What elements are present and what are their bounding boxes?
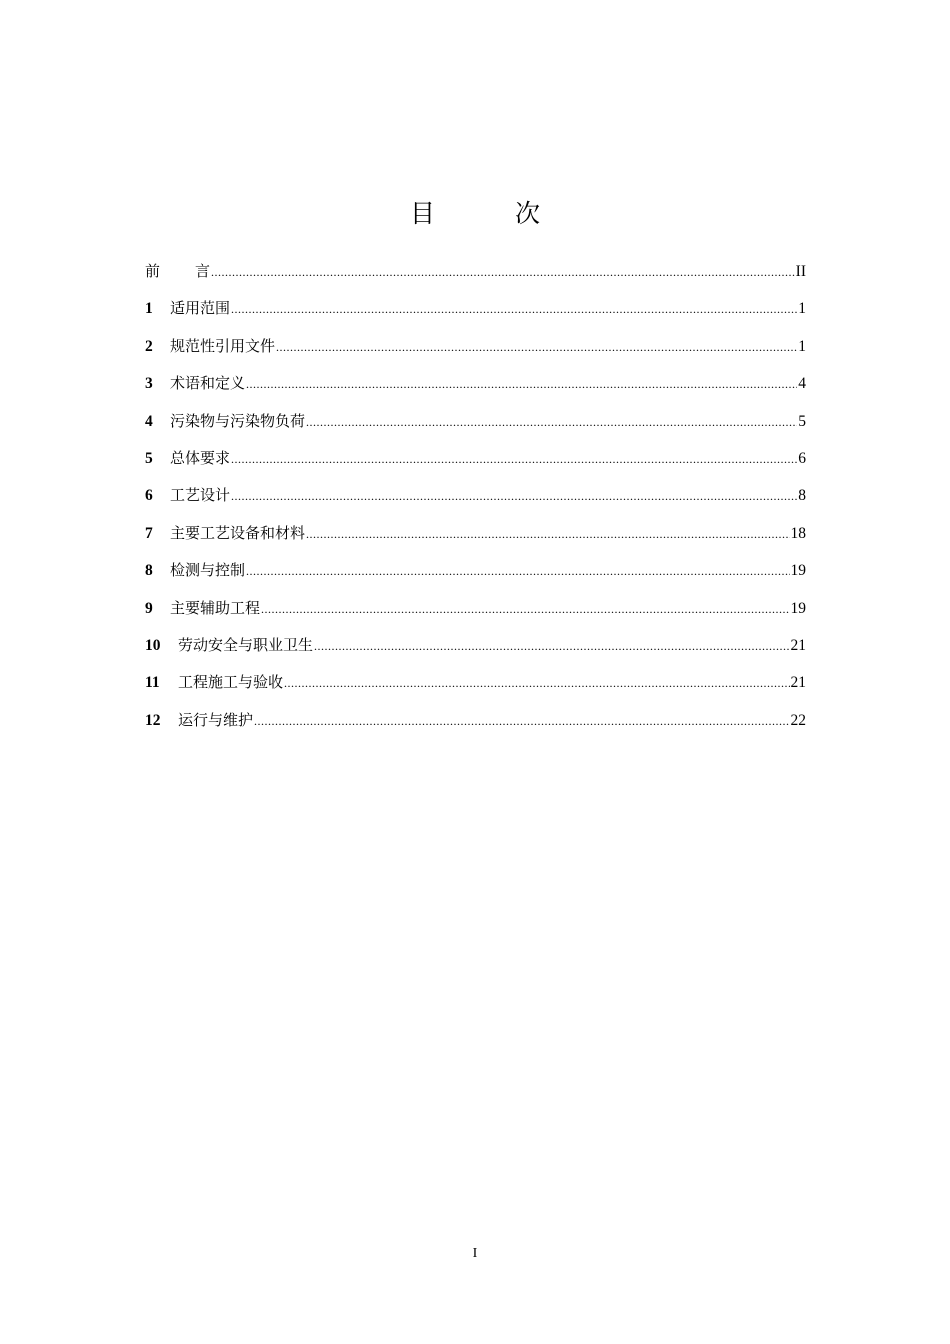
toc-preface-char-1: 前 [145, 262, 196, 280]
toc-entry-number: 3 [145, 375, 153, 393]
toc-leader-dots [246, 371, 797, 397]
toc-entry-page: II [795, 263, 806, 280]
toc-entry-number: 6 [145, 487, 153, 505]
toc-entry-title: 工程施工与验收 [178, 673, 284, 692]
toc-leader-dots [211, 259, 795, 285]
toc-leader-dots [231, 296, 797, 322]
toc-entry-page: 1 [798, 300, 806, 318]
toc-entry-page: 22 [790, 711, 806, 729]
toc-entry[interactable] [145, 520, 806, 557]
toc-entry-page: 19 [790, 562, 806, 580]
toc-entry[interactable] [145, 669, 806, 706]
toc-entry-number: 12 [145, 711, 161, 729]
toc-entry-number: 8 [145, 562, 153, 580]
toc-entry-number: 1 [145, 300, 153, 318]
toc-entry-preface[interactable] [145, 258, 806, 295]
toc-entry-title: 工艺设计 [170, 486, 231, 505]
toc-entry[interactable] [145, 370, 806, 407]
toc-entry[interactable] [145, 557, 806, 594]
toc-entry-number: 11 [145, 674, 160, 692]
toc-entry[interactable] [145, 333, 806, 370]
toc-leader-dots [284, 670, 789, 696]
toc-leader-dots [314, 633, 789, 659]
toc-entry-title: 运行与维护 [178, 710, 254, 729]
toc-entry[interactable] [145, 482, 806, 519]
toc-entry[interactable] [145, 595, 806, 632]
toc-entry-page: 4 [798, 375, 806, 393]
toc-leader-dots [246, 558, 789, 584]
toc-entry-page: 18 [790, 524, 806, 542]
page-number: I [472, 1246, 478, 1261]
toc-entry-page: 6 [798, 449, 806, 467]
toc-entry-number: 10 [145, 636, 161, 654]
page-title: 目 次 [410, 199, 576, 228]
toc-entry[interactable] [145, 408, 806, 445]
toc-entry-page: 1 [798, 337, 806, 355]
toc-leader-dots [306, 409, 797, 435]
toc-entry-number: 2 [145, 337, 153, 355]
toc-entry-number: 7 [145, 524, 153, 542]
toc-leader-dots [254, 708, 789, 734]
toc-entry[interactable] [145, 707, 806, 744]
toc-entry-page: 21 [790, 636, 806, 654]
toc-entry-title: 总体要求 [170, 448, 231, 467]
toc-entry-number: 5 [145, 449, 153, 467]
toc-entry-title: 主要工艺设备和材料 [170, 523, 306, 542]
table-of-contents [145, 258, 806, 744]
toc-entry-title: 主要辅助工程 [170, 598, 261, 617]
toc-entry-page: 5 [798, 412, 806, 430]
toc-entry[interactable] [145, 632, 806, 669]
toc-leader-dots [306, 521, 789, 547]
toc-entry-number: 4 [145, 412, 153, 430]
toc-entry-number: 9 [145, 599, 153, 617]
toc-leader-dots [261, 596, 789, 622]
toc-leader-dots [231, 446, 797, 472]
toc-entry-page: 8 [798, 487, 806, 505]
toc-entry-title: 规范性引用文件 [170, 336, 276, 355]
toc-entry-title: 术语和定义 [170, 374, 246, 393]
toc-entry-title: 劳动安全与职业卫生 [178, 635, 314, 654]
toc-entry-page: 21 [790, 674, 806, 692]
toc-entry[interactable] [145, 445, 806, 482]
toc-entry[interactable] [145, 295, 806, 332]
toc-entry-title: 污染物与污染物负荷 [170, 411, 306, 430]
toc-entry-page: 19 [790, 599, 806, 617]
toc-leader-dots [276, 334, 797, 360]
toc-entry-title: 检测与控制 [170, 561, 246, 580]
toc-leader-dots [231, 483, 797, 509]
toc-entry-title [145, 258, 210, 284]
toc-preface-char-2: 言 [195, 262, 211, 280]
toc-entry-title: 适用范围 [170, 299, 231, 318]
